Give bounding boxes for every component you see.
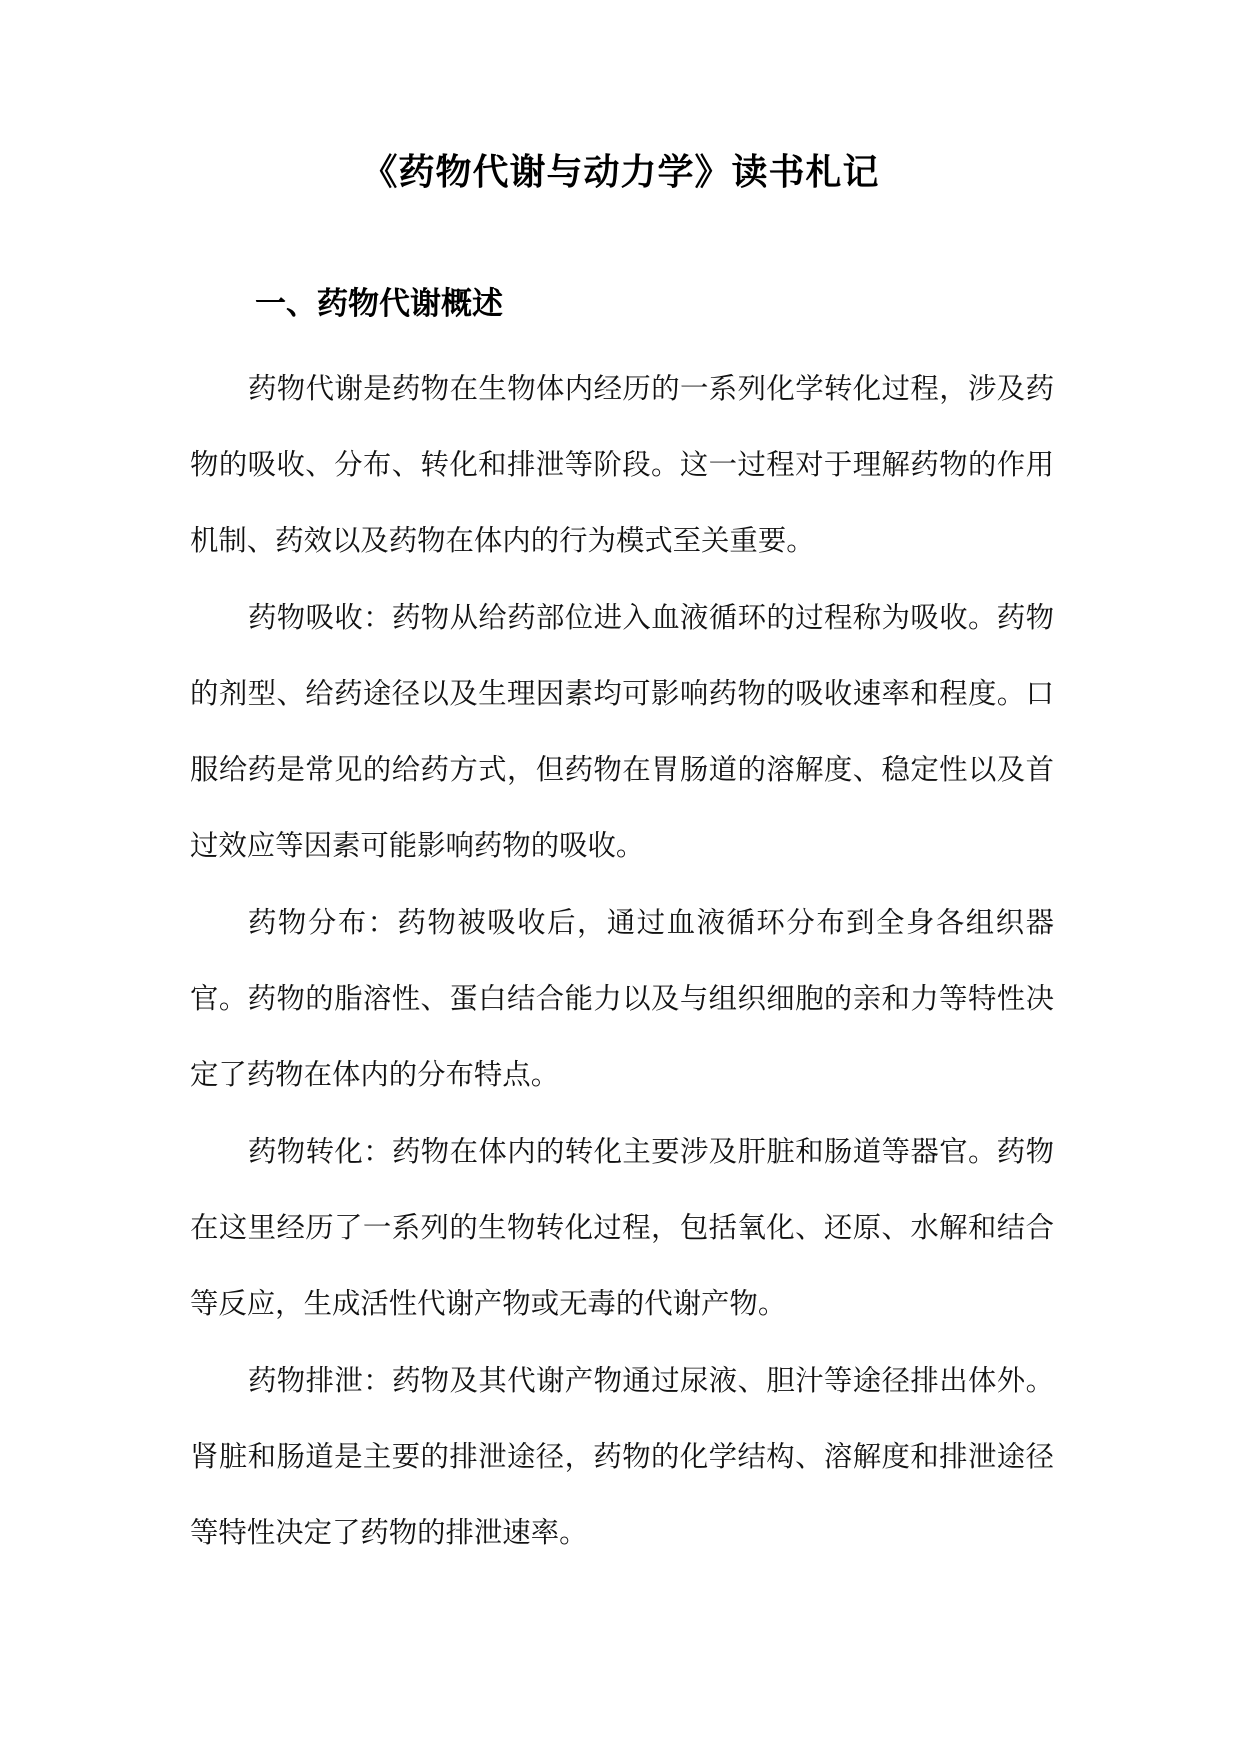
- paragraph-distribution: 药物分布：药物被吸收后，通过血液循环分布到全身各组织器官。药物的脂溶性、蛋白结合能力以及与组织细胞的亲和力等特性决定了药物在体内的分布特点。: [190, 906, 1054, 1091]
- paragraph-excretion: 药物排泄：药物及其代谢产物通过尿液、胆汁等途径排出体外。肾脏和肠道是主要的排泄途径，药物的化学结构、溶解度和排泄途径等特性决定了药物的排泄速率。: [190, 1364, 1054, 1549]
- section-heading: 一、药物代谢概述: [255, 286, 503, 322]
- document-title: 《药物代谢与动力学》读书札记: [361, 152, 880, 193]
- paragraph-overview: 药物代谢是药物在生物体内经历的一系列化学转化过程，涉及药物的吸收、分布、转化和排泄等阶段。这一过程对于理解药物的作用机制、药效以及药物在体内的行为模式至关重要。: [190, 372, 1054, 557]
- paragraph-transformation: 药物转化：药物在体内的转化主要涉及肝脏和肠道等器官。药物在这里经历了一系列的生物转化过程，包括氧化、还原、水解和结合等反应，生成活性代谢产物或无毒的代谢产物。: [190, 1135, 1054, 1320]
- paragraph-absorption: 药物吸收：药物从给药部位进入血液循环的过程称为吸收。药物的剂型、给药途径以及生理因素均可影响药物的吸收速率和程度。口服给药是常见的给药方式，但药物在胃肠道的溶解度、稳定性以及首过效应等因素可能影响药物的吸收。: [190, 601, 1054, 862]
